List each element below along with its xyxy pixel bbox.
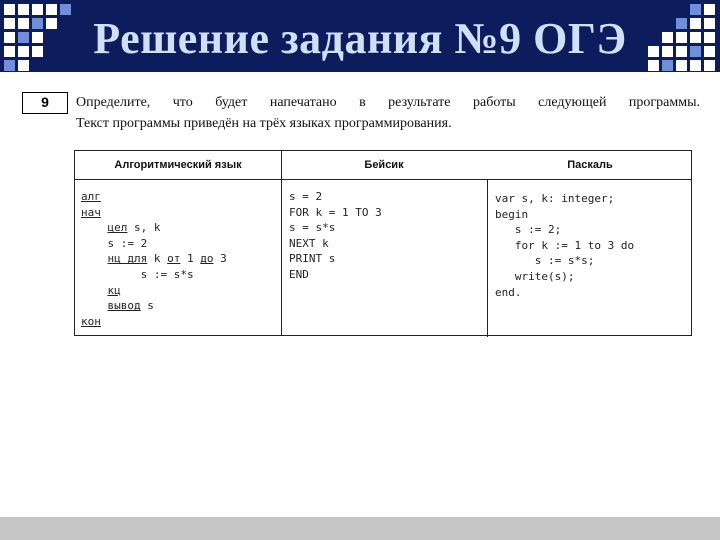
code-line: s := s*s; bbox=[495, 254, 595, 268]
task-statement-line-2: Текст программы приведён на трёх языках программирования. bbox=[76, 116, 452, 131]
column-divider bbox=[487, 179, 488, 337]
code-line bbox=[81, 205, 227, 221]
task-statement bbox=[76, 92, 700, 134]
code-line: NEXT k bbox=[289, 236, 329, 250]
code-line: END bbox=[289, 267, 309, 281]
code-line: цел s, k bbox=[107, 221, 161, 235]
keyword: кц bbox=[107, 283, 121, 297]
keyword: от bbox=[167, 252, 181, 266]
code-line bbox=[81, 283, 227, 299]
code-line: for k := 1 to 3 do bbox=[495, 238, 635, 252]
code-line: s := 2 bbox=[107, 236, 148, 250]
code-line: s = s*s bbox=[289, 221, 336, 235]
header-algorithmic: Алгоритмический язык bbox=[114, 159, 242, 171]
keyword: нач bbox=[81, 205, 101, 219]
keyword: алг bbox=[81, 190, 101, 203]
code-line: write(s); bbox=[495, 269, 575, 283]
header-basic: Бейсик bbox=[364, 159, 404, 171]
code-line: нц для k от 1 до 3 bbox=[107, 252, 227, 266]
code-line: s := s*s bbox=[140, 267, 194, 281]
table-header-row bbox=[75, 151, 691, 180]
code-line bbox=[81, 189, 227, 205]
code-line: PRINT s bbox=[289, 252, 336, 266]
slide-footer-bar bbox=[0, 517, 720, 540]
code-line: FOR k = 1 TO 3 bbox=[289, 205, 382, 219]
slide-title: Решение задания №9 ОГЭ bbox=[93, 14, 627, 63]
header-pascal: Паскаль bbox=[567, 159, 613, 171]
algorithmic-code bbox=[81, 189, 227, 329]
task-number-box: 9 bbox=[22, 92, 68, 114]
keyword: до bbox=[200, 252, 214, 266]
code-line: begin bbox=[495, 207, 529, 221]
program-table bbox=[74, 150, 692, 336]
column-divider bbox=[281, 151, 282, 335]
basic-code bbox=[289, 189, 382, 283]
code-line: s = 2 bbox=[289, 190, 323, 203]
keyword: кон bbox=[81, 314, 101, 328]
pascal-code bbox=[495, 191, 634, 300]
keyword: цел bbox=[107, 221, 128, 235]
code-line: s := 2; bbox=[495, 223, 562, 237]
keyword: нц для bbox=[107, 252, 148, 266]
code-line: var s, k: integer; bbox=[495, 192, 615, 205]
code-line bbox=[81, 314, 227, 330]
task-statement-line-1: Определите, что будет напечатано в результате работы следующей программы. bbox=[76, 95, 700, 110]
code-line: end. bbox=[495, 285, 522, 299]
code-line: вывод s bbox=[107, 299, 154, 313]
keyword: вывод bbox=[107, 299, 141, 313]
